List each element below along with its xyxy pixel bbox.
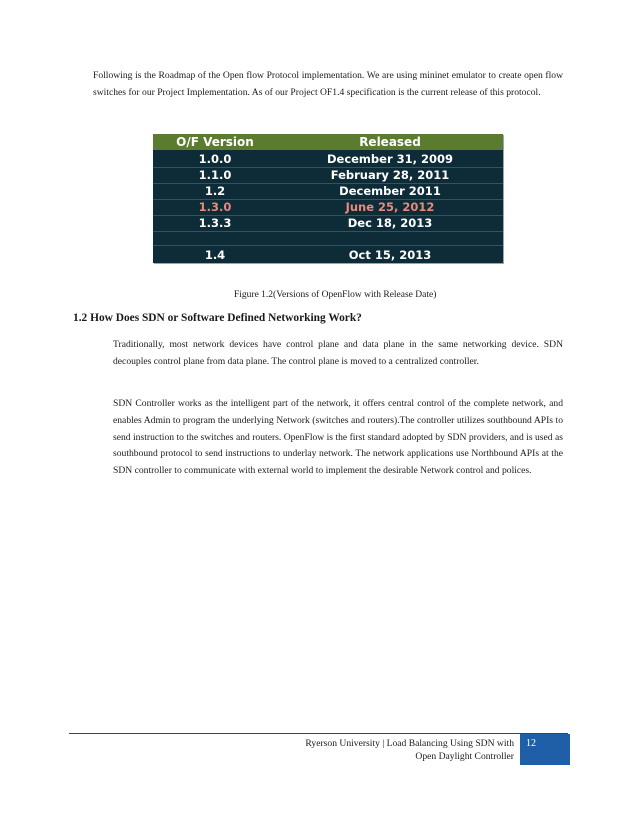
version-cell: 1.3.3 — [198, 216, 232, 230]
released-cell: December 2011 — [339, 184, 441, 198]
version-cell — [153, 231, 277, 247]
version-cell: 1.2 — [204, 184, 226, 198]
footer-line-2: Open Daylight Controller — [415, 750, 514, 762]
footer-line-1: Ryerson University | Load Balancing Using SDN with — [305, 738, 514, 749]
version-row-highlighted — [153, 199, 503, 216]
footer-title — [282, 738, 514, 764]
released-cell: June 25, 2012 — [345, 200, 435, 214]
version-cell: 1.0.0 — [198, 152, 232, 166]
version-row — [153, 183, 503, 200]
version-table-header — [153, 134, 503, 150]
version-cell: 1.4 — [204, 248, 226, 262]
intro-paragraph: Following is the Roadmap of the Open flow Protocol implementation. We are using mininet emulator to create open flow switches for our Project Implementation. As of our Project OF1.4 specification is the current release of this protocol. — [93, 70, 563, 98]
page-number-box — [520, 734, 570, 765]
version-row — [153, 215, 503, 232]
version-cell: 1.1.0 — [198, 168, 232, 182]
version-row — [153, 247, 503, 263]
page-number: 12 — [526, 738, 536, 749]
released-cell: February 28, 2011 — [330, 168, 450, 182]
released-cell: December 31, 2009 — [326, 152, 454, 166]
header-version: O/F Version — [176, 135, 254, 149]
section-heading: 1.2 How Does SDN or Software Defined Networking Work? — [73, 312, 362, 324]
version-row-empty — [153, 231, 503, 246]
version-row — [153, 151, 503, 168]
figure-caption: Figure 1.2(Versions of OpenFlow with Release Date) — [234, 290, 437, 300]
controller-paragraph: SDN Controller works as the intelligent part of the network, it offers central control of the complete network, and enables Admin to program the underlying Network (switches and routers).The controller utilizes southbound APIs to send instruction to the switches and routers. OpenFlow is the first standard adopted by SDN providers, and is used as southbound protocol to send instructions to underlay network. The network applications use Northbound APIs at the SDN controller to communicate with external world to implement the desirable Network control and polices. — [113, 398, 563, 477]
released-cell: Oct 15, 2013 — [348, 248, 432, 262]
version-cell: 1.3.0 — [198, 200, 232, 214]
traditional-paragraph: Traditionally, most network devices have control plane and data plane in the same networking device. SDN decouples control plane from data plane. The control plane is moved to a centralized controller. — [113, 339, 563, 367]
released-cell: Dec 18, 2013 — [347, 216, 433, 230]
footer-rule — [69, 733, 568, 734]
header-released: Released — [359, 135, 421, 149]
released-cell — [277, 231, 503, 247]
version-row — [153, 167, 503, 184]
openflow-version-table — [153, 134, 503, 263]
